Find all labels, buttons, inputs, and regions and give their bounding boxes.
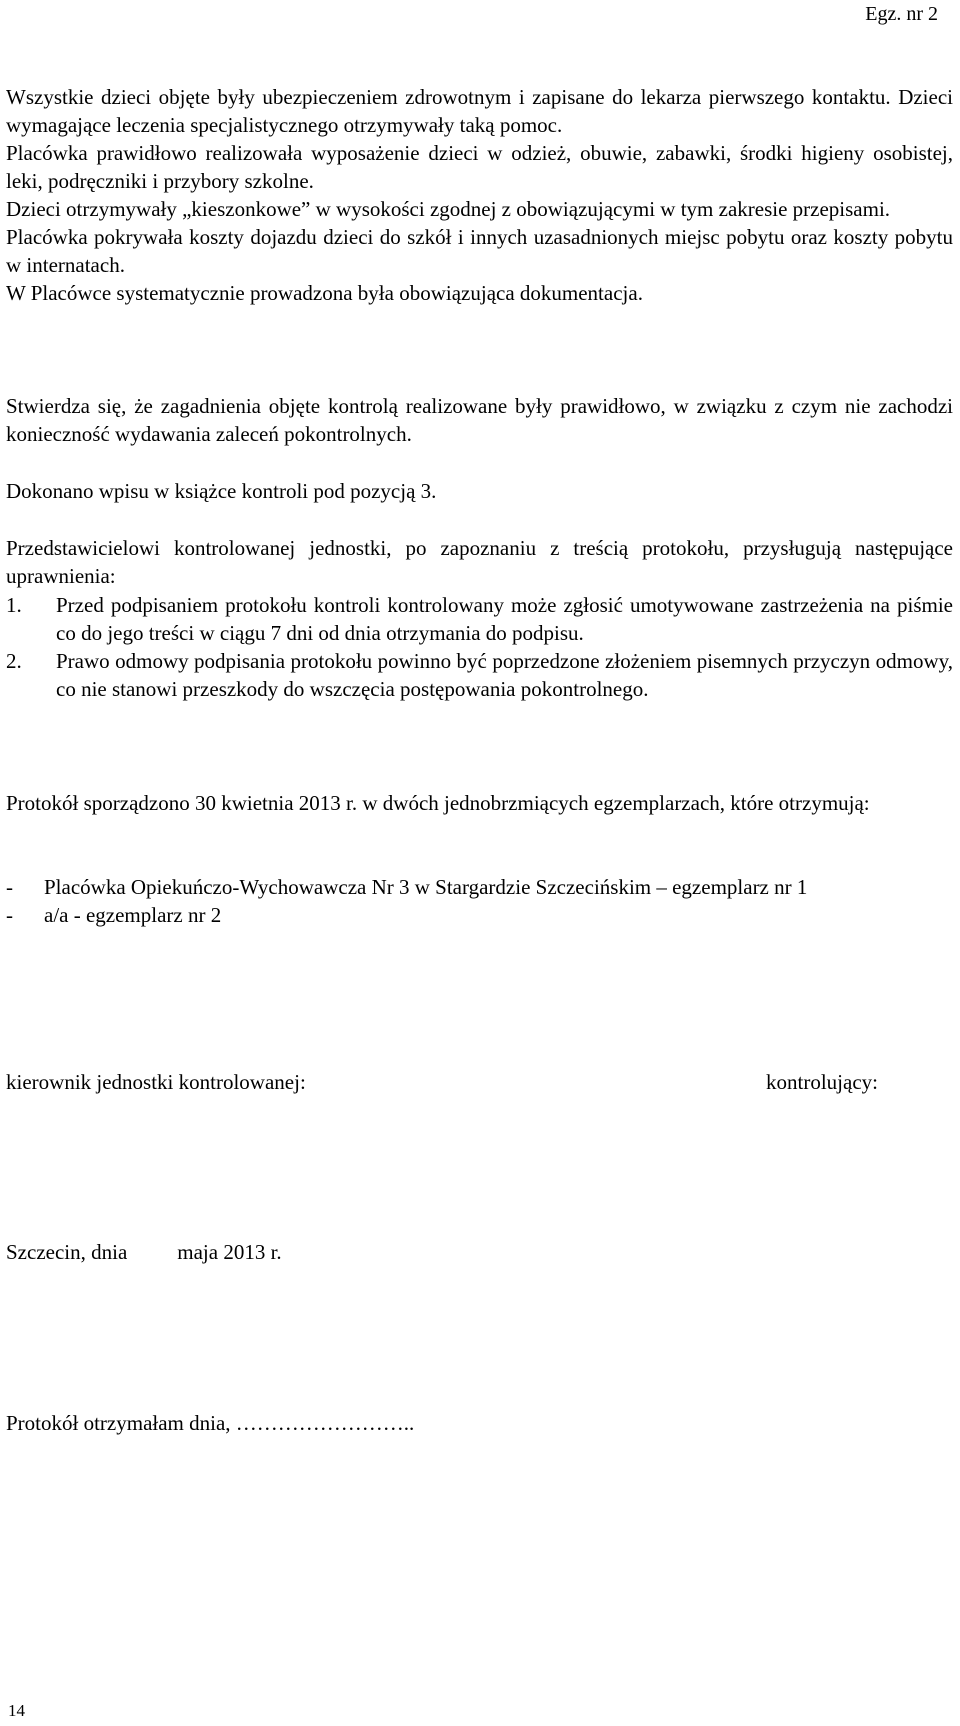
recipient-text: a/a - egzemplarz nr 2 [44, 903, 222, 927]
recipient-text: Placówka Opiekuńczo-Wychowawcza Nr 3 w Stargardzie Szczecińskim – egzemplarz nr 1 [44, 875, 808, 899]
recipient-item [6, 873, 953, 901]
recipients-list [6, 873, 953, 929]
list-item [6, 591, 953, 647]
findings-section [6, 83, 953, 307]
received-line: Protokół otrzymałam dnia, …………………….. [6, 1411, 415, 1435]
copy-number-label: Egz. nr 2 [865, 3, 938, 25]
list-item-number: 1. [6, 593, 22, 617]
dash-marker: - [6, 875, 13, 899]
place-label: Szczecin, dnia [6, 1240, 128, 1264]
list-item-text: Przed podpisaniem protokołu kontroli kontrolowany może zgłosić umotywowane zastrzeżenia na piśmie co do jego treści w ciągu 7 dni od dnia otrzymania do podpisu. [56, 593, 953, 645]
conclusion-paragraph: Stwierdza się, że zagadnienia objęte kontrolą realizowane były prawidłowo, w związku z czym nie zachodzi konieczność wydawania zaleceń pokontrolnych. [6, 394, 953, 446]
finding-paragraph: W Placówce systematycznie prowadzona była obowiązująca dokumentacja. [6, 281, 643, 305]
rights-list [6, 591, 953, 703]
inspector-signature-label: kontrolujący: [766, 1070, 878, 1094]
list-item-number: 2. [6, 649, 22, 673]
document-page [6, 0, 954, 1726]
recipient-item [6, 901, 953, 929]
list-item-text: Prawo odmowy podpisania protokołu powinno być poprzedzone złożeniem pisemnych przyczyn odmowy, co nie stanowi przeszkody do wszczęcia postępowania pokontrolnego. [56, 649, 953, 701]
finding-paragraph: Wszystkie dzieci objęte były ubezpieczeniem zdrowotnym i zapisane do lekarza pierwszego kontaktu. Dzieci wymagające leczenia specjalistycznego otrzymywały taką pomoc. [6, 85, 953, 137]
dash-marker: - [6, 903, 13, 927]
rights-intro: Przedstawicielowi kontrolowanej jednostki, po zapoznaniu z treścią protokołu, przysługują następujące uprawnienia: [6, 536, 953, 588]
register-entry-paragraph: Dokonano wpisu w książce kontroli pod pozycją 3. [6, 479, 437, 503]
finding-paragraph: Placówka pokrywała koszty dojazdu dzieci do szkół i innych uzasadnionych miejsc pobytu oraz koszty pobytu w internatach. [6, 225, 953, 277]
list-item [6, 647, 953, 703]
protocol-paragraph: Protokół sporządzono 30 kwietnia 2013 r. w dwóch jednobrzmiących egzemplarzach, które otrzymują: [6, 791, 870, 815]
date-label: maja 2013 r. [177, 1240, 282, 1264]
finding-paragraph: Placówka prawidłowo realizowała wyposażenie dzieci w odzież, obuwie, zabawki, środki higieny osobistej, leki, podręczniki i przybory szkolne. [6, 141, 953, 193]
place-date-line [6, 1238, 282, 1266]
page-number: 14 [8, 1701, 25, 1720]
finding-paragraph: Dzieci otrzymywały „kieszonkowe” w wysokości zgodnej z obowiązującymi w tym zakresie przepisami. [6, 197, 891, 221]
controlled-unit-head-signature-label: kierownik jednostki kontrolowanej: [6, 1070, 306, 1094]
